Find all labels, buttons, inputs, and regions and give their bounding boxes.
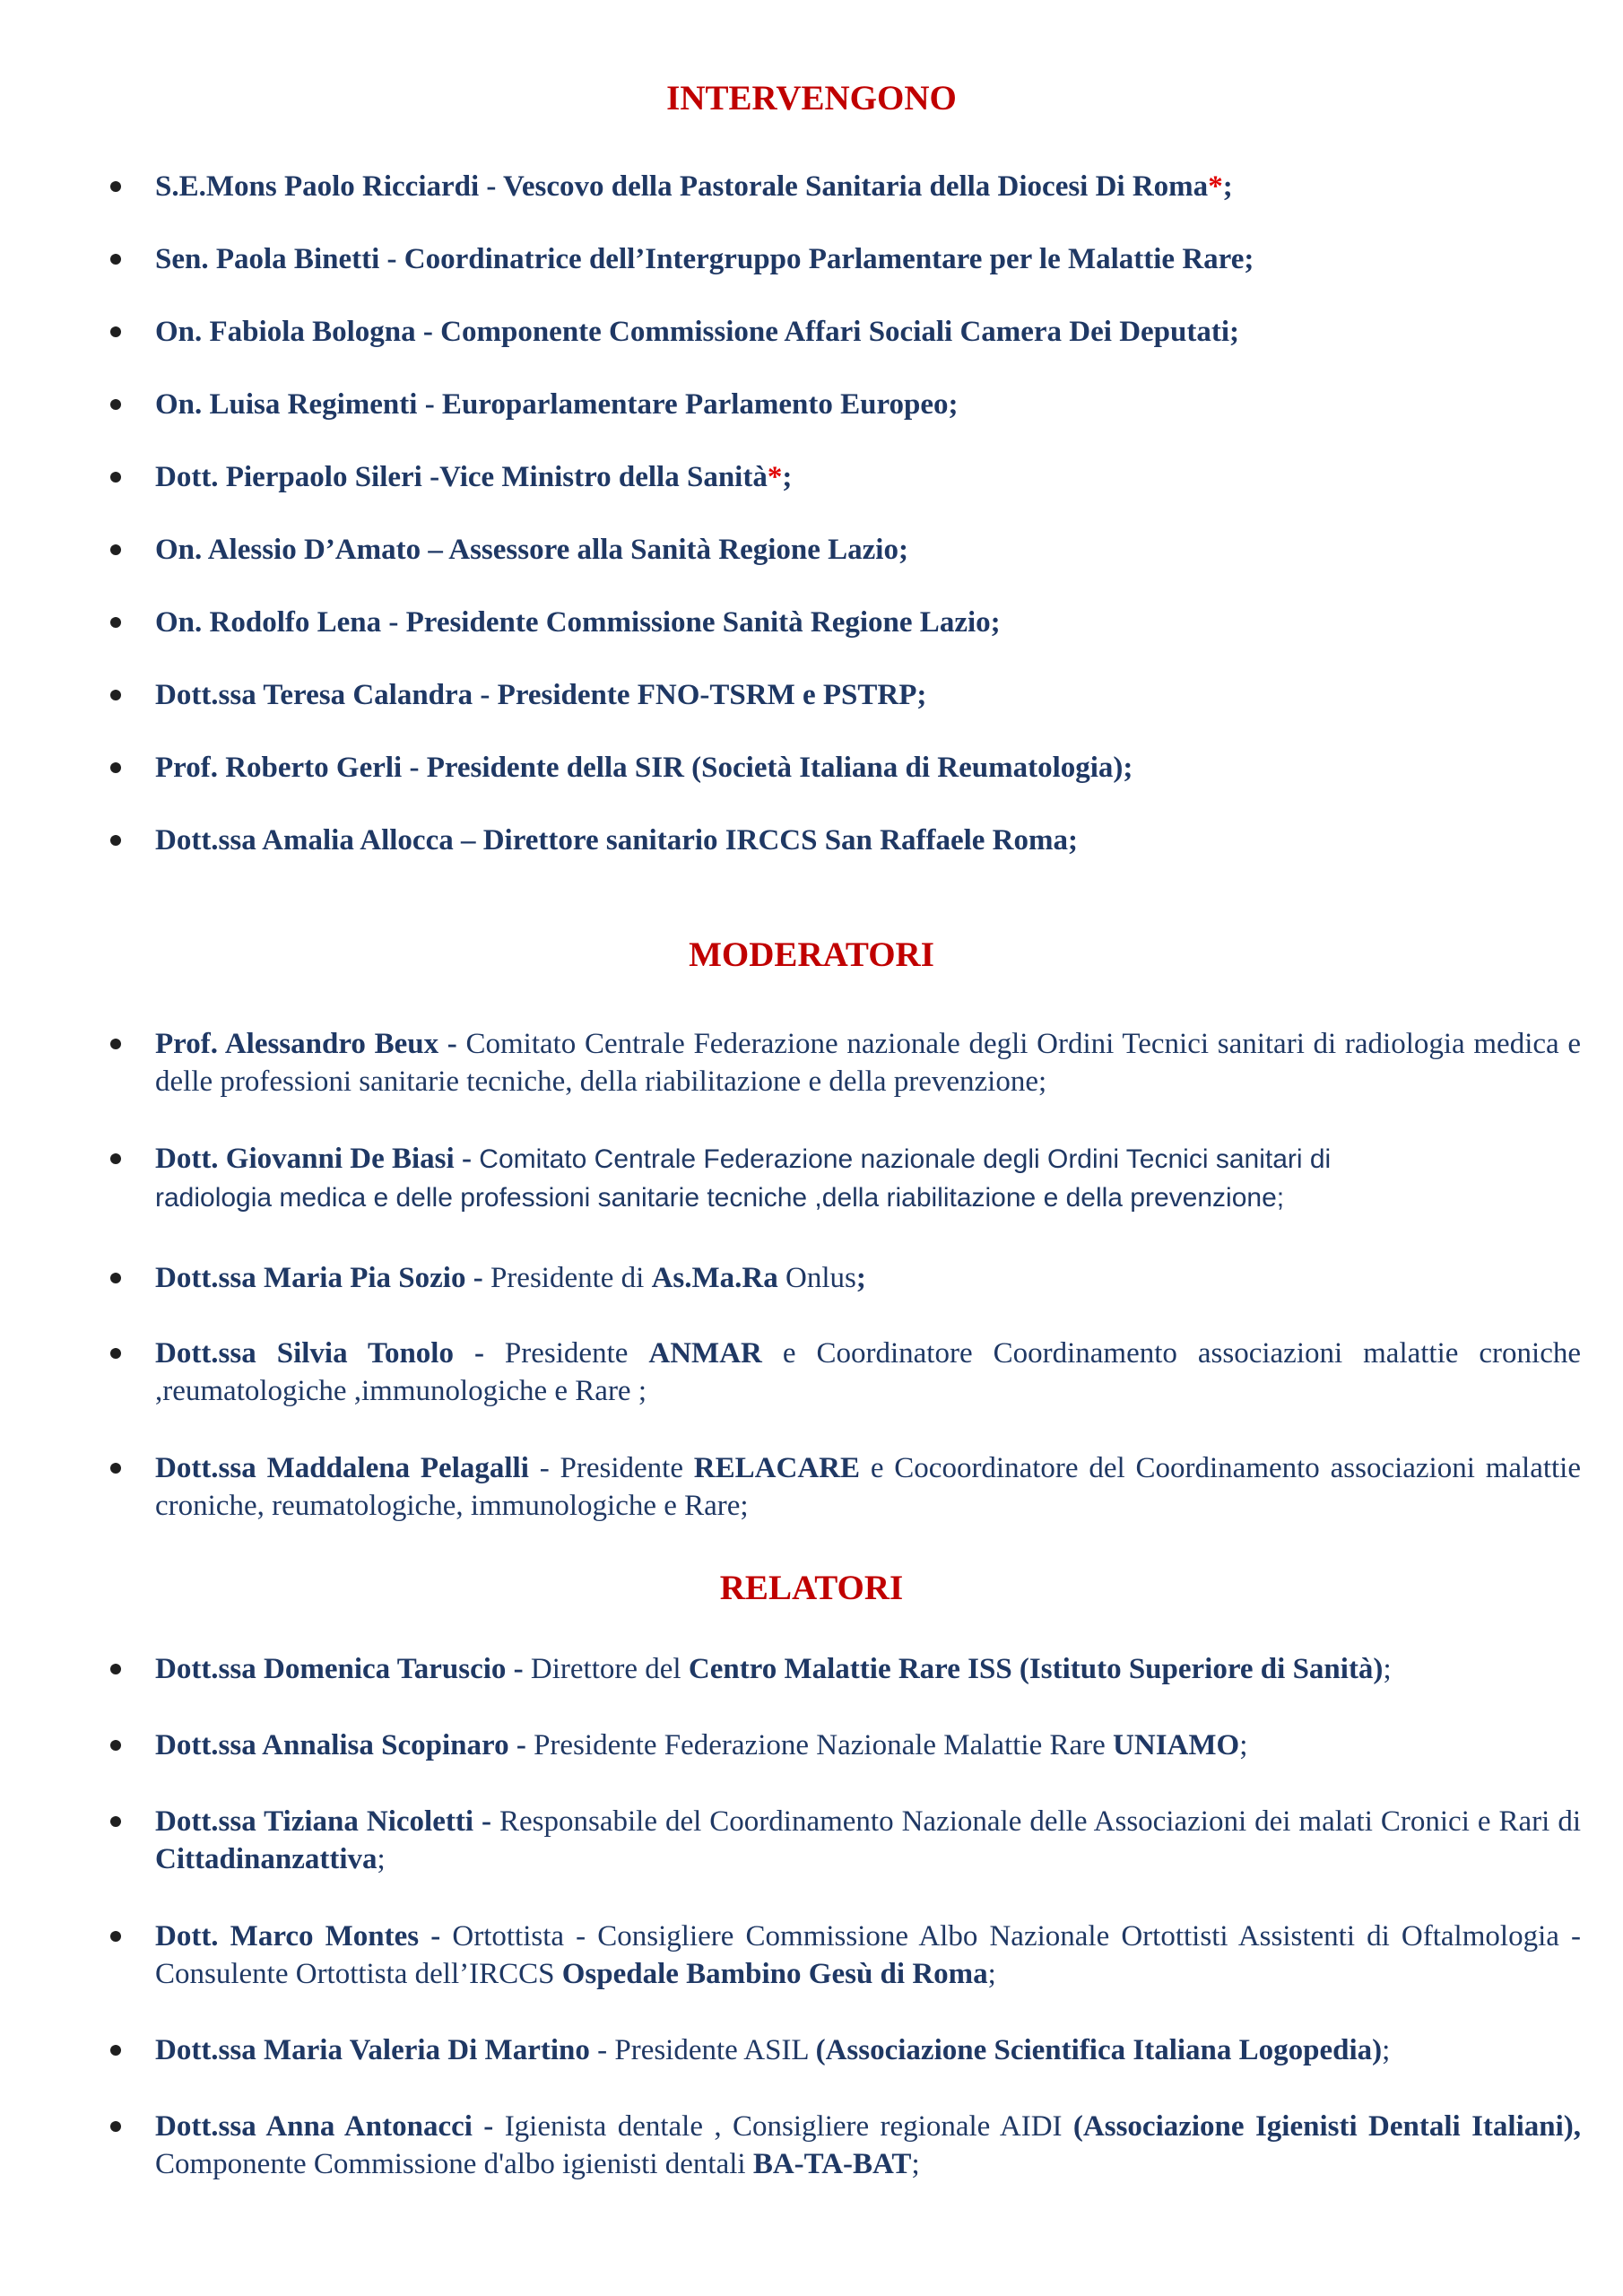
list-item: Dott.ssa Tiziana Nicoletti - Responsabile del Coordinamento Nazionale delle Associazioni dei malati Cronici e Rari di Cittadinanzattiva;: [155, 1803, 1581, 1878]
bullet-icon: [110, 617, 121, 628]
bullet-icon: [110, 2045, 121, 2056]
bullet-icon: [110, 1816, 121, 1827]
list-item: Dott.ssa Maria Pia Sozio - Presidente di As.Ma.Ra Onlus;: [155, 1259, 1581, 1297]
list-item: Dott.ssa Teresa Calandra - Presidente FNO-TSRM e PSTRP;: [155, 676, 1581, 714]
bullet-icon: [110, 1740, 121, 1751]
bullet-icon: [110, 690, 121, 700]
list-item: S.E.Mons Paolo Ricciardi - Vescovo della Pastorale Sanitaria della Diocesi Di Roma*;: [155, 168, 1581, 205]
bullet-icon: [110, 181, 121, 192]
list-item: Dott.ssa Annalisa Scopinaro - Presidente Federazione Nazionale Malattie Rare UNIAMO;: [155, 1726, 1581, 1764]
bullet-icon: [110, 472, 121, 483]
list-item: Dott. Marco Montes - Ortottista - Consigliere Commissione Albo Nazionale Ortottisti Assistenti di Oftalmologia - Consulente Ortottista dell’IRCCS Ospedale Bambino Gesù di Roma;: [155, 1918, 1581, 1993]
bullet-icon: [110, 2121, 121, 2132]
list-item: Dott.ssa Amalia Allocca – Direttore sanitario IRCCS San Raffaele Roma;: [155, 822, 1581, 859]
bullet-icon: [110, 326, 121, 337]
list-item: Prof. Roberto Gerli - Presidente della SIR (Società Italiana di Reumatologia);: [155, 749, 1581, 787]
list-item: Dott. Pierpaolo Sileri -Vice Ministro della Sanità*;: [155, 458, 1581, 496]
list-item: Dott.ssa Silvia Tonolo - Presidente ANMAR e Coordinatore Coordinamento associazioni malattie croniche ,reumatologiche ,immunologiche e Rare ;: [155, 1335, 1581, 1410]
asterisk-mark: *: [1208, 170, 1223, 203]
bullet-icon: [110, 1348, 121, 1359]
bullet-icon: [110, 544, 121, 555]
bullet-icon: [110, 1273, 121, 1283]
list-item: Prof. Alessandro Beux - Comitato Centrale Federazione nazionale degli Ordini Tecnici sanitari di radiologia medica e delle professioni sanitarie tecniche, della riabilitazione e della prevenzione;: [155, 1025, 1581, 1100]
list-item: Dott.ssa Anna Antonacci - Igienista dentale , Consigliere regionale AIDI (Associazione Igienisti Dentali Italiani), Componente Commissione d'albo igienisti dentali BA-TA-BAT;: [155, 2108, 1581, 2183]
bullet-icon: [110, 254, 121, 265]
list-item: Dott. Giovanni De Biasi - Comitato Centrale Federazione nazionale degli Ordini Tecnici sanitari di radiologia medica e delle professioni sanitarie tecniche ,della riabilitazione e della prevenzione;: [155, 1140, 1581, 1217]
bullet-icon: [110, 762, 121, 773]
list-item: Dott.ssa Domenica Taruscio - Direttore del Centro Malattie Rare ISS (Istituto Superiore di Sanità);: [155, 1650, 1581, 1688]
bullet-icon: [110, 1039, 121, 1049]
bullet-icon: [110, 1664, 121, 1674]
bullet-icon: [110, 1931, 121, 1942]
asterisk-mark: *: [767, 461, 783, 493]
list-item: Dott.ssa Maddalena Pelagalli - Presidente RELACARE e Cocoordinatore del Coordinamento associazioni malattie croniche, reumatologiche, immunologiche e Rare;: [155, 1449, 1581, 1525]
list-item: On. Luisa Regimenti - Europarlamentare Parlamento Europeo;: [155, 386, 1581, 423]
list-item: On. Alessio D’Amato – Assessore alla Sanità Regione Lazio;: [155, 531, 1581, 569]
list-item: On. Fabiola Bologna - Componente Commissione Affari Sociali Camera Dei Deputati;: [155, 313, 1581, 351]
section-title-moderatori: MODERATORI: [689, 935, 934, 974]
bullet-icon: [110, 835, 121, 846]
section-title-relatori: RELATORI: [719, 1569, 904, 1607]
bullet-icon: [110, 399, 121, 410]
list-item: On. Rodolfo Lena - Presidente Commissione Sanità Regione Lazio;: [155, 604, 1581, 641]
bullet-icon: [110, 1153, 121, 1164]
bullet-icon: [110, 1463, 121, 1474]
list-item: Dott.ssa Maria Valeria Di Martino - Presidente ASIL (Associazione Scientifica Italiana Logopedia);: [155, 2031, 1581, 2069]
list-item: Sen. Paola Binetti - Coordinatrice dell’Intergruppo Parlamentare per le Malattie Rare;: [155, 240, 1581, 278]
section-title-intervengono: INTERVENGONO: [666, 79, 957, 117]
